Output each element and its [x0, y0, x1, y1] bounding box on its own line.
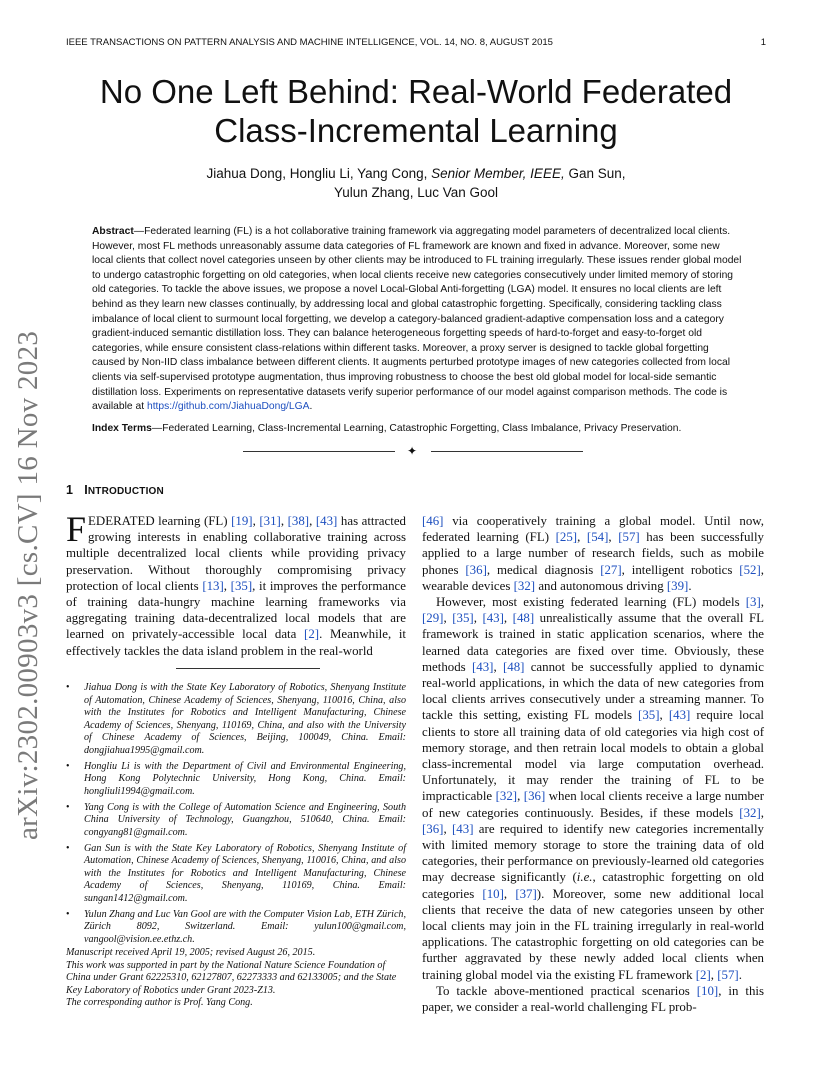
citation-link[interactable]: [43]: [452, 821, 474, 836]
manuscript-line: This work was supported in part by the National Nature Science Foundation of China under Grant 62225310, 62127807, 62273333 and 62133005; and the State Key Laboratory of Robotics under Grant 2023-Z13.: [66, 959, 397, 996]
abstract-text: —Federated learning (FL) is a hot collaborative training framework via aggregating model parameters of decentralized local clients. However, most FL methods unreasonably assume data categories of FL framework are known and fixed in advance. Moreover, some new local clients that collect novel categories unseen by other clients may be introduced to FL training irregularly. These issues render global model to undergo catastrophic forgetting on old categories, when local clients receive new categories consecutively under limited memory of storing old categories. To tackle the above issues, we propose a novel Local-Global Anti-forgetting (LGA) model. It ensures no local clients are left behind as they learn new classes continually, by addressing local and global catastrophic forgetting. Specifically, considering tackling class imbalance of local client to surmount local forgetting, we develop a category-balanced gradient-adaptive compensation loss and a category gradient-induced semantic distillation loss. They can balance heterogeneous forgetting speeds of hard-to-forget and easy-to-forget old categories, while ensure consistent class-relations within different tasks. Moreover, a proxy server is designed to tackle global forgetting caused by Non-IID class imbalance between different clients. It augments perturbed prototype images of new categories collected from local clients via self-supervised prototype augmentation, thus improving robustness to choose the best old global model for local-side semantic distillation loss. Experiments on representative datasets verify superior performance of our model against comparison methods. The code is available at: [92, 226, 742, 413]
manuscript-line: Manuscript received April 19, 2005; revised August 26, 2015.: [66, 947, 316, 958]
citation-link[interactable]: [29]: [422, 611, 444, 626]
bullet-icon: •: [66, 760, 70, 772]
citation-link[interactable]: [32]: [495, 789, 518, 804]
index-terms: [92, 422, 742, 437]
citation-link[interactable]: [43]: [668, 708, 691, 723]
citation-link[interactable]: [52]: [739, 562, 761, 577]
footnote-text: Yulun Zhang and Luc Van Gool are with the Computer Vision Lab, ETH Zürich, Zürich 8092, Switzerland. Email: yulun100@gmail.com, vangool@vision.ee.ethz.ch.: [84, 908, 406, 946]
section-number: 1: [66, 483, 74, 497]
footnote-text: Jiahua Dong is with the State Key Laboratory of Robotics, Shenyang Institute of Automation, Chinese Academy of Sciences, Shenyang, 110016, China, also with the Institutes for Robotics and Intelligent Manufacturing, Chinese Academy of Sciences, Shenyang, 110169, China, and also with the University of Chinese Academy of Sciences, Beijing, 100049, China. Email: dongjiahua1995@gmail.com.: [84, 682, 406, 756]
bullet-icon: •: [66, 801, 70, 813]
paragraph: [46] via cooperatively training a global model. Until now, federated learning (FL) [25], [54], [57] has been successfully applied to a large number of research fields, such as mobile phones [36], medical diagnosis [27], intelligent robotics [52], wearable devices [32] and autonomous driving [39].: [422, 514, 765, 593]
divider: [243, 451, 395, 452]
paper-title: [66, 72, 766, 150]
index-terms-text: —Federated Learning, Class-Incremental Learning, Catastrophic Forgetting, Class Imbalance, Privacy Preservation.: [151, 423, 682, 434]
footnote-text: Hongliu Li is with the Department of Civil and Environmental Engineering, Hong Kong Polytechnic University, Hong Kong, China. Email: hongliuli1994@gmail.com.: [84, 760, 406, 797]
footnote-item: [66, 802, 406, 840]
citation-link[interactable]: [3]: [745, 595, 761, 610]
author-names: Yulun Zhang, Luc Van Gool: [333, 185, 499, 200]
citation-link[interactable]: [43]: [471, 659, 494, 674]
citation-link[interactable]: [19]: [231, 514, 253, 528]
paragraph: However, most existing federated learning (FL) models [3], [29], [35], [43], [48] unrealistically assume that the overall FL framework is trained in static application scenarios, where the learned data categories are fixed over time. Obviously, these methods [43], [48] cannot be successfully applied to dynamic real-world applications, in which the data of new categories from local clients arrives consecutively under a streaming manner. To tackle this setting, existing FL models [35], [43] require local clients to store all training data of old categories via high cost of memory storage, and then retrain local models to obtain a global class-incremental model via large computation overhead. Unfortunately, it may render the training of FL to be impracticable [32], [36] when local clients receive a large number of new categories continuously. Besides, if these models [32],[36], [43] are required to identify new categories incrementally with limited memory storage to store the training data of old categories, their performance on previously-learned old categories may decrease significantly (i.e., catastrophic forgetting on old categories [10], [37]). Moreover, some new additional local clients that receive the data of new categories unseen by other local clients may join in the FL training irregularly in real-world applications. The catastrophic forgetting on old categories can be further aggravated by these newly added local clients when training global model via the existing FL framework [2], [57].: [422, 595, 765, 982]
intro-right-column: [422, 513, 764, 1015]
citation-link[interactable]: [54]: [586, 530, 609, 545]
citation-link[interactable]: [57]: [717, 967, 739, 982]
title-line: No One Left Behind: Real-World Federated: [99, 73, 733, 110]
author-membership: Senior Member, IEEE,: [431, 166, 565, 181]
drop-cap: F: [66, 509, 87, 549]
citation-link[interactable]: [48]: [502, 659, 525, 674]
section-separator: [243, 444, 583, 458]
citation-link[interactable]: [27]: [600, 562, 622, 577]
author-list: [66, 164, 766, 202]
footnote-item: [66, 761, 406, 799]
footnote-item: [66, 843, 406, 906]
index-terms-label: Index Terms: [92, 423, 152, 434]
citation-link[interactable]: [35]: [452, 611, 474, 626]
footnote-text: Gan Sun is with the State Key Laboratory of Robotics, Shenyang Institute of Automation, Chinese Academy of Sciences, Shenyang, 110016, China, and also with the Institutes for Robotics and Intelligent Manufacturing, Chinese Academy of Sciences, Shenyang, 110169, China. Email: sungan1412@gmail.com.: [84, 842, 406, 905]
citation-link[interactable]: [10]: [482, 886, 504, 901]
journal-header: IEEE TRANSACTIONS ON PATTERN ANALYSIS AND MACHINE INTELLIGENCE, VOL. 14, NO. 8, AUGUST 2015: [66, 37, 553, 48]
citation-link[interactable]: [36]: [523, 789, 546, 804]
footnote-item: [66, 682, 406, 758]
author-names: Jiahua Dong, Hongliu Li, Yang Cong,: [206, 166, 432, 181]
code-link[interactable]: https://github.com/JiahuaDong/LGA: [146, 401, 310, 413]
citation-link[interactable]: [37]: [515, 886, 537, 901]
section-title-initial: I: [84, 483, 88, 497]
citation-link[interactable]: [48]: [512, 611, 535, 626]
citation-link[interactable]: [43]: [315, 514, 338, 528]
citation-link[interactable]: [32]: [513, 578, 536, 593]
paragraph: To tackle above-mentioned practical scenarios [10], in this paper, we consider a real-world challenging FL prob-: [422, 983, 765, 1015]
paragraph: FEDERATED learning (FL) [19], [31], [38], [43] has attracted growing interests in enabling collaborative training across multiple decentralized local clients while providing privacy preservation. Without thoroughly compromising privacy protection of local clients [13], [35], it improves the performance of training data-hungry machine learning frameworks via aggregating training data-decentralized local models that are learned on privately-accessible local data [2]. Meanwhile, it effectively tackles the data island problem in the real-world: [66, 509, 407, 658]
citation-link[interactable]: [32]: [739, 805, 761, 820]
citation-link[interactable]: [2]: [695, 967, 711, 982]
running-head: [66, 37, 766, 48]
citation-link[interactable]: [31]: [259, 514, 281, 528]
footnote-rule: [176, 668, 320, 669]
citation-link[interactable]: [13]: [202, 578, 224, 593]
citation-link[interactable]: [39]: [666, 578, 689, 593]
title-line: Class-Incremental Learning: [214, 112, 618, 149]
affiliation-footnotes: [66, 682, 406, 950]
abstract-label: Abstract: [92, 226, 134, 237]
citation-link[interactable]: [36]: [422, 821, 444, 836]
citation-link[interactable]: [10]: [696, 983, 719, 998]
citation-link[interactable]: [35]: [230, 578, 253, 593]
section-title: NTRODUCTION: [87, 486, 164, 497]
citation-link[interactable]: [43]: [482, 611, 504, 626]
author-names: Gan Sun,: [564, 166, 626, 181]
footnote-text: Yang Cong is with the College of Automation Science and Engineering, South China University of Technology, Guangzhou, 510640, China. Email: congyang81@gmail.com.: [84, 801, 406, 838]
citation-link[interactable]: [35]: [638, 708, 660, 723]
footnote-item: [66, 909, 406, 947]
citation-link[interactable]: [46]: [422, 514, 444, 528]
citation-link[interactable]: [38]: [287, 514, 310, 528]
abstract: [92, 225, 742, 415]
manuscript-note: [66, 947, 406, 1010]
citation-link[interactable]: [36]: [465, 562, 487, 577]
bullet-icon: •: [66, 908, 70, 920]
divider: [431, 451, 583, 452]
citation-link[interactable]: [57]: [618, 530, 640, 545]
intro-left-column: [66, 509, 407, 659]
citation-link[interactable]: [2]: [304, 627, 320, 642]
citation-link[interactable]: [25]: [555, 530, 578, 545]
arxiv-stamp: arXiv:2302.00903v3 [cs.CV] 16 Nov 2023: [12, 330, 44, 840]
page-number: 1: [760, 37, 766, 48]
bullet-icon: •: [66, 842, 70, 854]
diamond-icon: ✦: [407, 444, 418, 458]
small-caps-word: EDERATED: [88, 514, 155, 528]
bullet-icon: •: [66, 682, 70, 693]
manuscript-line: The corresponding author is Prof. Yang Cong.: [66, 997, 253, 1009]
abstract-end: .: [309, 401, 313, 413]
section-heading: [66, 483, 164, 497]
